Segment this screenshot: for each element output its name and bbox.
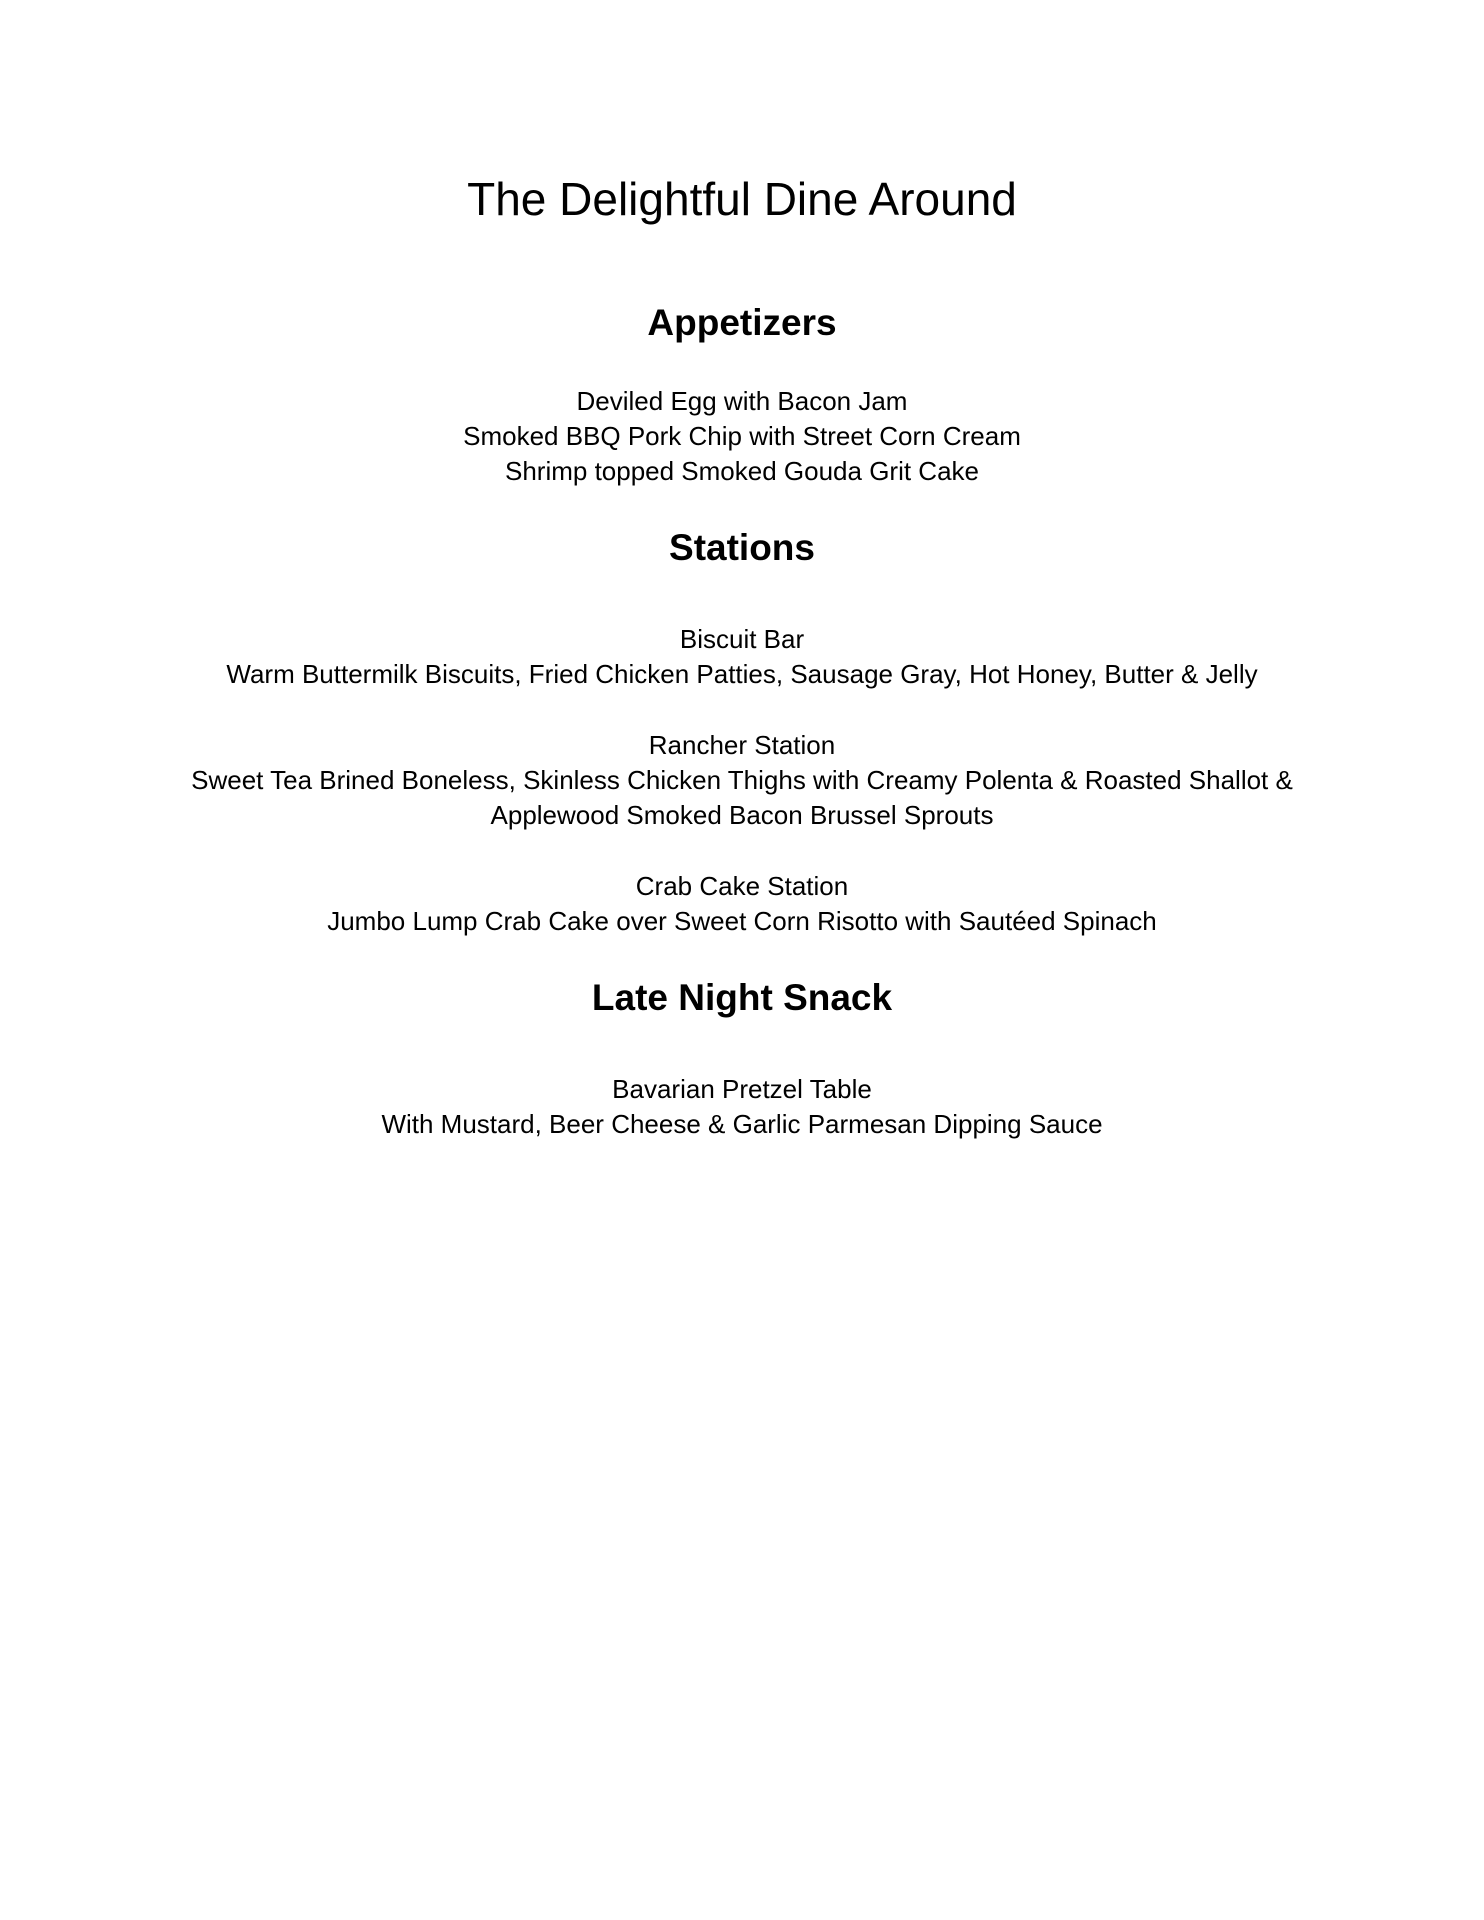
appetizer-item: Deviled Egg with Bacon Jam <box>576 386 908 416</box>
crab-cake-station-name: Crab Cake Station <box>635 871 849 901</box>
pretzel-table-description: With Mustard, Beer Cheese & Garlic Parmesan Dipping Sauce <box>381 1109 1103 1139</box>
menu-title: The Delightful Dine Around <box>467 173 1017 225</box>
appetizer-item: Smoked BBQ Pork Chip with Street Corn Cream <box>463 421 1021 451</box>
biscuit-bar-name: Biscuit Bar <box>679 624 805 654</box>
appetizers-heading: Appetizers <box>647 302 837 343</box>
rancher-station-name: Rancher Station <box>648 730 836 760</box>
biscuit-bar-description: Warm Buttermilk Biscuits, Fried Chicken Patties, Sausage Gray, Hot Honey, Butter & Jelly <box>226 659 1258 689</box>
appetizer-item: Shrimp topped Smoked Gouda Grit Cake <box>504 456 980 486</box>
stations-heading: Stations <box>669 527 815 568</box>
pretzel-table-name: Bavarian Pretzel Table <box>612 1074 872 1104</box>
late-night-heading: Late Night Snack <box>591 977 893 1018</box>
crab-cake-station-description: Jumbo Lump Crab Cake over Sweet Corn Risotto with Sautéed Spinach <box>327 906 1157 936</box>
rancher-station-description: Sweet Tea Brined Boneless, Skinless Chicken Thighs with Creamy Polenta & Roasted Shallot & <box>191 765 1293 795</box>
rancher-station-description-continued: Applewood Smoked Bacon Brussel Sprouts <box>490 800 994 830</box>
